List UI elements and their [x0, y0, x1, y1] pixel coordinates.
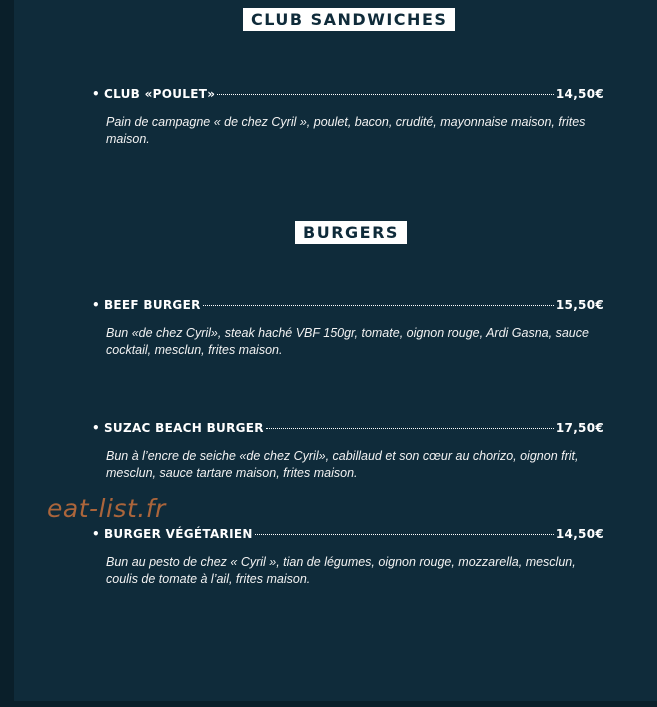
item-price: 15,50€ — [555, 298, 604, 312]
menu-item-beef-burger — [92, 297, 604, 359]
item-price: 14,50€ — [555, 527, 604, 541]
left-border — [0, 0, 14, 707]
menu-item-club-poulet — [92, 86, 604, 148]
item-description: Bun au pesto de chez « Cyril », tian de légumes, oignon rouge, mozzarella, mesclun, coulis de tomate à l’ail, frites maison. — [106, 555, 576, 586]
menu-item-suzac-beach-burger — [92, 420, 604, 482]
dotted-leader — [266, 428, 554, 429]
bullet: • — [92, 298, 100, 312]
item-price: 14,50€ — [555, 87, 604, 101]
item-description: Pain de campagne « de chez Cyril », poulet, bacon, crudité, mayonnaise maison, frites maison. — [106, 115, 586, 146]
item-name: CLUB «POULET» — [103, 87, 216, 101]
item-description: Bun «de chez Cyril», steak haché VBF 150gr, tomate, oignon rouge, Ardi Gasna, sauce cocktail, mesclun, frites maison. — [106, 326, 589, 357]
section-title-burgers: BURGERS — [295, 221, 407, 244]
dotted-leader — [255, 534, 554, 535]
watermark: eat-list.fr — [47, 494, 166, 523]
bullet: • — [92, 421, 100, 435]
item-price: 17,50€ — [555, 421, 604, 435]
section-title-club-sandwiches: CLUB SANDWICHES — [243, 8, 455, 31]
item-name: BURGER VÉGÉTARIEN — [103, 527, 253, 541]
dotted-leader — [217, 94, 554, 95]
bottom-border — [0, 701, 657, 707]
item-description: Bun à l’encre de seiche «de chez Cyril», cabillaud et son cœur au chorizo, oignon frit, mesclun, sauce tartare maison, frites maison. — [106, 449, 579, 480]
item-name: SUZAC BEACH BURGER — [103, 421, 264, 435]
dotted-leader — [203, 305, 554, 306]
bullet: • — [92, 527, 100, 541]
bullet: • — [92, 87, 100, 101]
menu-item-burger-vegetarien — [92, 526, 604, 588]
item-name: BEEF BURGER — [103, 298, 201, 312]
